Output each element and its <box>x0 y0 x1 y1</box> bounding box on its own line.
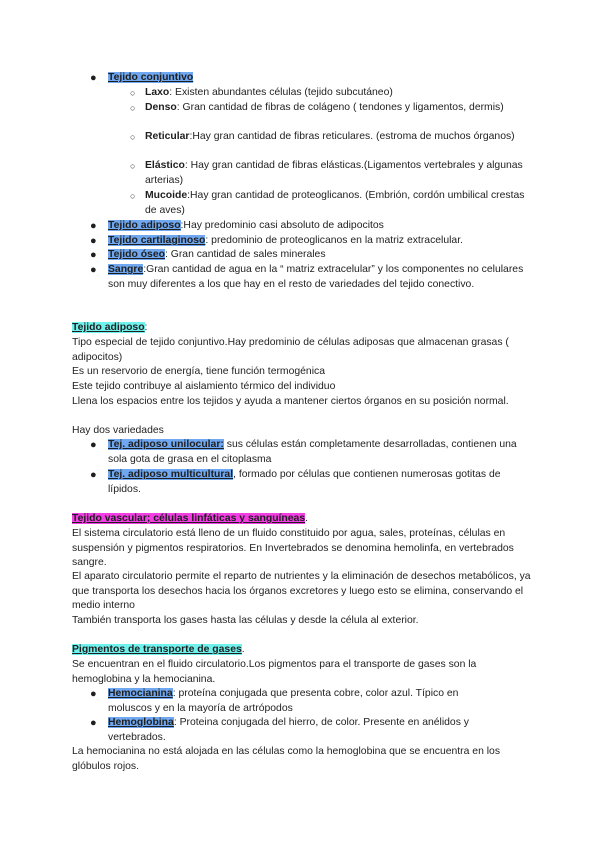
bullet: ● <box>90 439 97 451</box>
list-item: Tejido adiposo:Hay predominio casi absoluto de adipocitos <box>108 220 384 231</box>
list-item: Tejido cartilaginoso: predominio de proteoglicanos en la matriz extracelular. <box>108 235 463 246</box>
paragraph: Es un reservorio de energía, tiene función termogénica <box>72 366 325 377</box>
paragraph: El sistema circulatorio está lleno de un fluido constituido por agua, sales, proteínas, células en suspensión y pigmentos respiratorios. En Invertebrados se denomina hemolinfa, en vertebrados sangre. <box>72 528 514 569</box>
paragraph: El aparato circulatorio permite el reparto de nutrientes y la eliminación de desechos metabólicos, ya que transporta los desechos hacia los órganos excretores y luego esto se elimina, conservando el medio interno <box>72 571 531 612</box>
bullet: ○ <box>130 88 136 98</box>
list-item: Elástico: Hay gran cantidad de fibras elásticas.(Ligamentos vertebrales y algunas arterias) <box>145 160 523 186</box>
paragraph: También transporta los gases hasta las células y desde la célula al exterior. <box>72 615 419 626</box>
list-item <box>108 71 538 86</box>
bullet: ● <box>90 717 97 729</box>
bullet: ○ <box>130 161 136 171</box>
section-heading: Tejido adiposo: <box>72 322 148 333</box>
paragraph: Hay dos variedades <box>72 425 164 436</box>
list-item: Hemocianina: proteína conjugada que presenta cobre, color azul. Típico en moluscos y en la mayoría de artrópodos <box>108 688 459 714</box>
paragraph: Este tejido contribuye al aislamiento térmico del individuo <box>72 381 336 392</box>
bullet: ○ <box>130 132 136 142</box>
list-item: Tej. adiposo unilocular: sus células están completamente desarrolladas, contienen una sola gota de grasa en el citoplasma <box>108 439 517 465</box>
bullet: ● <box>90 688 97 700</box>
section-heading: Tejido vascular; células linfáticas y sanguíneas. <box>72 513 309 524</box>
list-item: Laxo: Existen abundantes células (tejido subcutáneo) <box>145 87 393 98</box>
paragraph: Se encuentran en el fluido circulatorio.Los pigmentos para el transporte de gases son la hemoglobina y la hemocianina. <box>72 659 477 685</box>
list-item: Tejido óseo: Gran cantidad de sales minerales <box>108 249 326 260</box>
list-item: Mucoide:Hay gran cantidad de proteoglicanos. (Embrión, cordón umbilical crestas de aves) <box>145 190 525 216</box>
paragraph: Tipo especial de tejido conjuntivo.Hay predominio de células adiposas que almacenan grasas ( adipocitos) <box>72 337 509 363</box>
conjuntivo-heading: Tejido conjuntivo <box>108 72 194 83</box>
bullet: ● <box>90 235 97 247</box>
bullet: ● <box>90 220 97 232</box>
paragraph: Llena los espacios entre los tejidos y ayuda a mantener ciertos órganos en su posición normal. <box>72 396 509 407</box>
bullet: ○ <box>130 191 136 201</box>
section-heading: Pigmentos de transporte de gases. <box>72 644 245 655</box>
bullet: ● <box>90 249 97 261</box>
list-item: Denso: Gran cantidad de fibras de colágeno ( tendones y ligamentos, dermis) <box>145 102 504 113</box>
bullet: ● <box>90 264 97 276</box>
list-item: Sangre:Gran cantidad de agua en la “ matriz extracelular” y los componentes no celulares son muy diferentes a los que hay en el resto de variedades del tejido conectivo. <box>108 264 524 290</box>
bullet: ● <box>90 469 97 481</box>
paragraph: La hemocianina no está alojada en las células como la hemoglobina que se encuentra en los glóbulos rojos. <box>72 746 501 772</box>
list-item: Hemoglobina: Proteina conjugada del hierro, de color. Presente en anélidos y vertebrados. <box>108 717 469 743</box>
bullet: ○ <box>130 103 136 113</box>
list-item: Reticular:Hay gran cantidad de fibras reticulares. (estroma de muchos órganos) <box>145 131 515 142</box>
list-item: Tej. adiposo multicultural, formado por células que contienen numerosas gotitas de lípidos. <box>108 469 501 495</box>
bullet: ● <box>90 72 97 84</box>
